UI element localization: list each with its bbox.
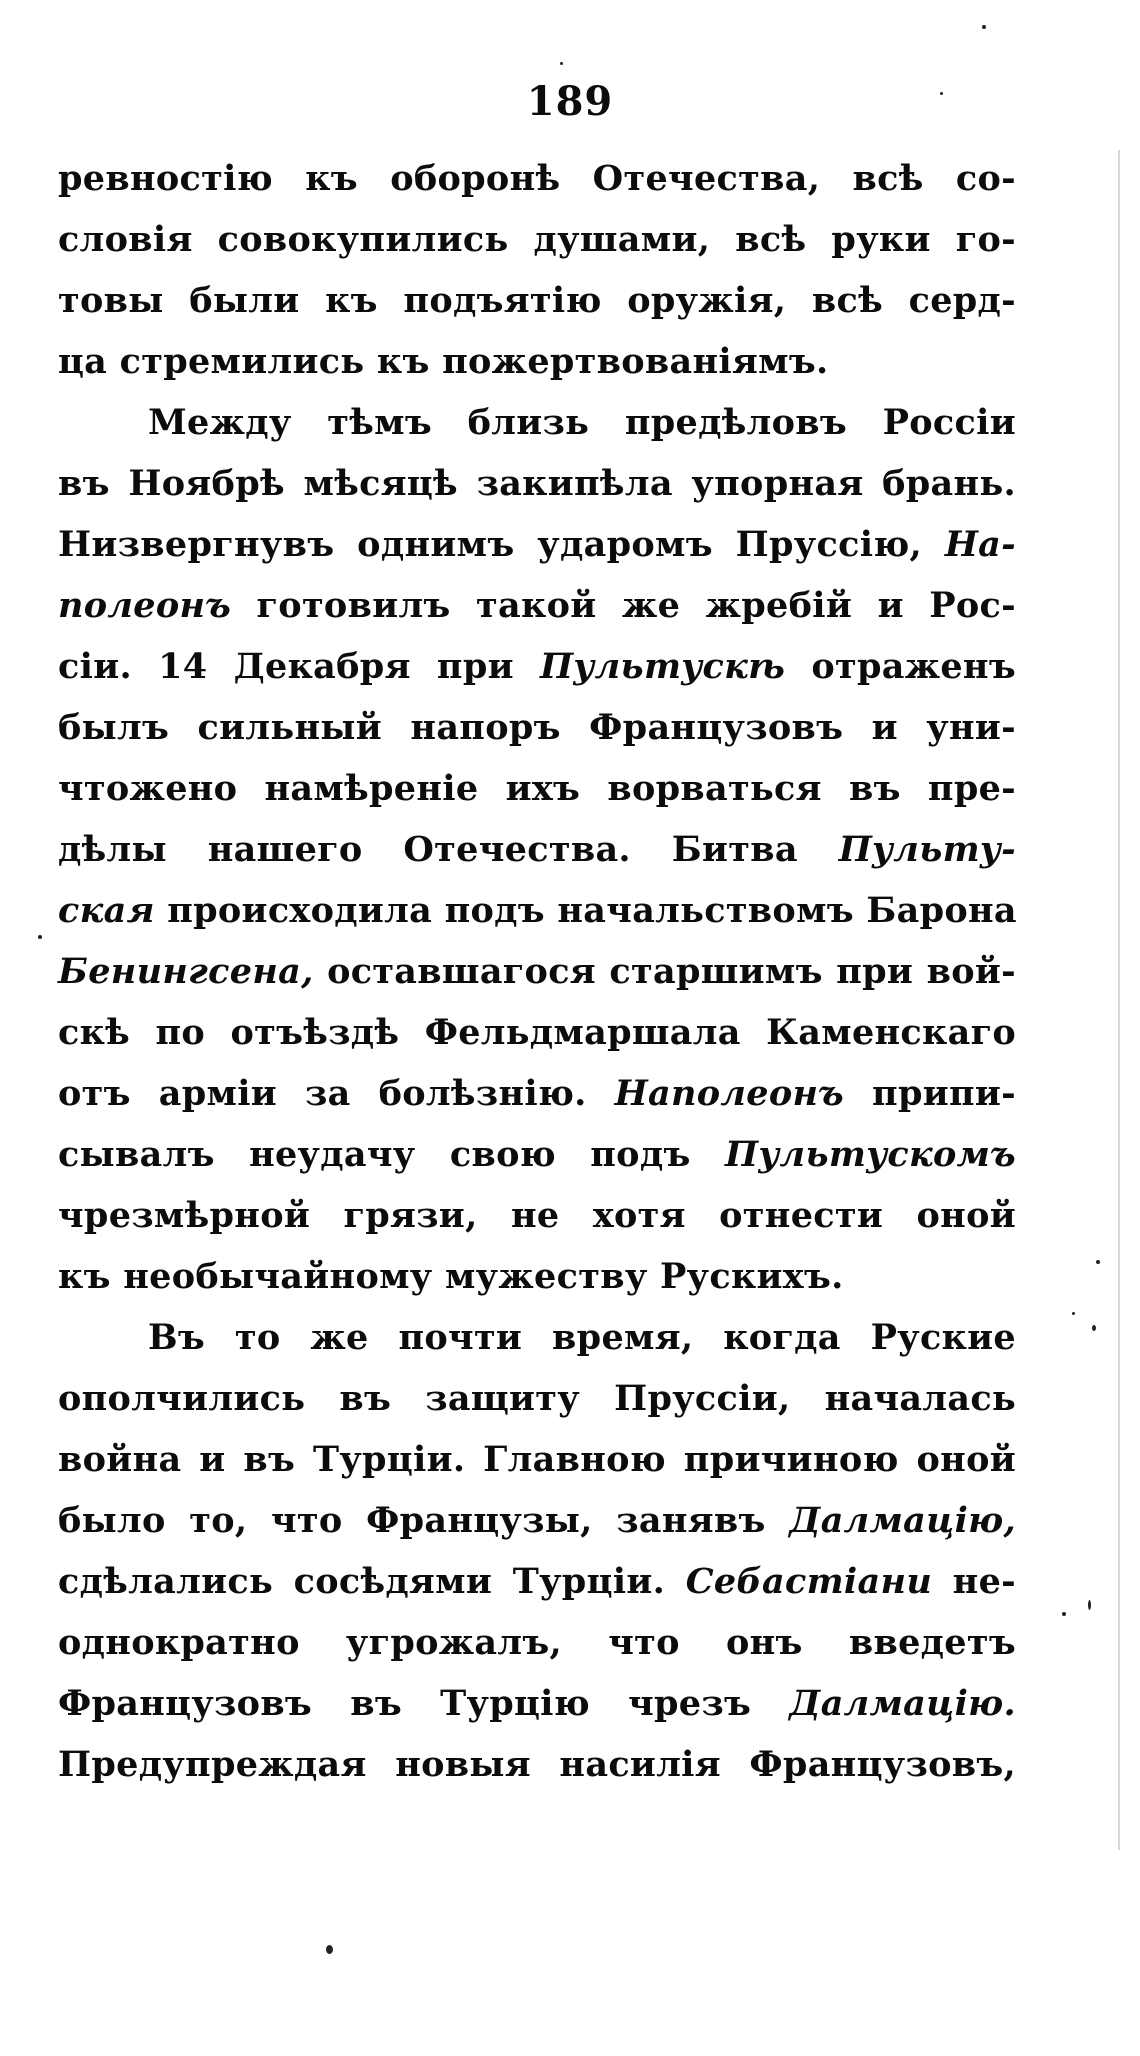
text-run: чрезмѣрной грязи, не хотя отнести оной [58, 1195, 1016, 1236]
text-run: Французовъ въ Турцію чрезъ [58, 1683, 790, 1724]
text-run: было то, что Французы, занявъ [58, 1500, 790, 1541]
italic-run: Далмацію. [789, 1683, 1016, 1724]
text-run: отраженъ [785, 646, 1016, 687]
text-line [58, 758, 1016, 819]
scan-speck [940, 92, 943, 95]
text-line [58, 331, 1016, 392]
text-line [58, 209, 1016, 270]
text-run: сдѣлались сосѣдями Турціи. [58, 1561, 686, 1602]
text-line [58, 819, 1016, 880]
text-line [58, 941, 1016, 1002]
text-line [58, 1490, 1016, 1551]
text-run: Предупреждая новыя насилія Французовъ, [58, 1744, 1016, 1785]
italic-run: Далмацію, [789, 1500, 1016, 1541]
text-run: готовилъ такой же жребій и Рос- [231, 585, 1016, 626]
scan-speck [326, 1945, 333, 1954]
text-line [58, 636, 1016, 697]
text-run: сіи. 14 Декабря при [58, 646, 541, 687]
page-edge-shadow [1118, 150, 1120, 1850]
text-line [58, 1429, 1016, 1490]
text-run: словія совокупились душами, всѣ руки го- [58, 219, 1016, 260]
text-run: происходила подъ начальствомъ Барона [154, 890, 1017, 931]
italic-run: На- [944, 524, 1016, 565]
text-run: ревностію къ оборонѣ Отечества, всѣ со- [58, 158, 1016, 199]
text-run: ца стремились къ пожертвованіямъ. [58, 341, 829, 382]
text-run: товы были къ подъятію оружія, всѣ серд- [58, 280, 1016, 321]
text-line [58, 514, 1016, 575]
scan-speck [560, 62, 563, 65]
text-run: Между тѣмъ близь предѣловъ Россіи [148, 402, 1016, 443]
text-line [58, 1612, 1016, 1673]
scan-speck [1096, 1260, 1100, 1264]
text-line [58, 1124, 1016, 1185]
italic-run: Пультускомъ [724, 1134, 1016, 1175]
paragraph-first-line [58, 392, 1016, 453]
text-run: отъ арміи за болѣзнію. [58, 1073, 615, 1114]
italic-run: Пультускѣ [540, 646, 786, 687]
text-run: Въ то же почти время, когда Руские [148, 1317, 1016, 1358]
text-line [58, 697, 1016, 758]
scan-speck [982, 25, 986, 29]
text-line [58, 1002, 1016, 1063]
italic-run: полеонъ [58, 585, 232, 626]
text-run: къ необычайному мужеству Рускихъ. [58, 1256, 844, 1297]
text-line [58, 1063, 1016, 1124]
scan-speck [38, 935, 42, 939]
text-line [58, 1673, 1016, 1734]
italic-run: Наполеонъ [614, 1073, 845, 1114]
text-run: однократно угрожалъ, что онъ введетъ [58, 1622, 1016, 1663]
scan-speck [1088, 1600, 1091, 1610]
text-line [58, 148, 1016, 209]
text-run: не- [932, 1561, 1016, 1602]
text-line [58, 453, 1016, 514]
text-line [58, 575, 1016, 636]
text-run: былъ сильный напоръ Французовъ и уни- [58, 707, 1016, 748]
text-line [58, 1551, 1016, 1612]
italic-run: Себастіани [685, 1561, 933, 1602]
scan-speck [1072, 1312, 1075, 1315]
text-line [58, 1246, 1016, 1307]
text-line [58, 270, 1016, 331]
text-run: война и въ Турціи. Главною причиною оной [58, 1439, 1016, 1480]
italic-run: Пульту- [838, 829, 1016, 870]
scan-speck [1062, 1612, 1066, 1616]
text-run: припи- [844, 1073, 1016, 1114]
text-run: въ Ноябрѣ мѣсяцѣ закипѣла упорная брань. [58, 463, 1016, 504]
scan-speck [1092, 1325, 1096, 1331]
text-line [58, 1734, 1016, 1795]
body-text [58, 148, 1016, 1795]
text-run: ополчились въ защиту Пруссіи, началась [58, 1378, 1016, 1419]
text-run: оставшагося старшимъ при вой- [313, 951, 1016, 992]
text-run: сывалъ неудачу свою подъ [58, 1134, 725, 1175]
italic-run: Бенингсена, [58, 951, 314, 992]
text-line [58, 880, 1016, 941]
italic-run: ская [58, 890, 155, 931]
text-line [58, 1185, 1016, 1246]
paragraph-first-line [58, 1307, 1016, 1368]
text-run: дѣлы нашего Отечества. Битва [58, 829, 839, 870]
text-run: чтожено намѣреніе ихъ ворваться въ пре- [58, 768, 1016, 809]
page-number: 189 [526, 78, 614, 125]
text-run: скѣ по отъѣздѣ Фельдмаршала Каменскаго [58, 1012, 1016, 1053]
text-line [58, 1368, 1016, 1429]
text-run: Низвергнувъ однимъ ударомъ Пруссію, [58, 524, 945, 565]
